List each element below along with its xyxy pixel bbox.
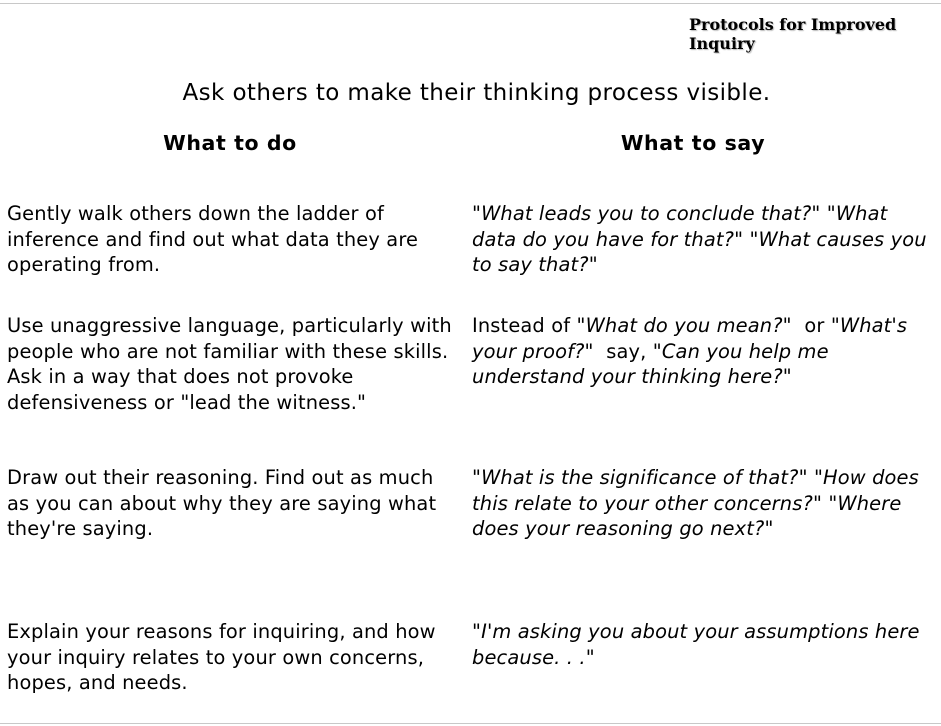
- row-2-say-part: say,: [593, 339, 653, 363]
- row-2-what-to-do: Use unaggressive language, particularly with people who are not familiar with these skills. Ask in a way that does not provoke defensiveness or "lead the witness.": [7, 314, 452, 415]
- slide-header-title: Protocols for Improved Inquiry: [689, 15, 897, 53]
- row-2-say-quote: "What's your proof?": [472, 314, 908, 363]
- row-2-what-to-say: [472, 313, 932, 390]
- row-1-what-to-say: "What leads you to conclude that?" "What data do you have for that?" "What causes you to say that?": [472, 202, 927, 277]
- row-2-say-quote: "Can you help me understand your thinking here?": [472, 339, 829, 389]
- row-2-say-part: or: [791, 314, 831, 337]
- column-header-what-to-do: What to do: [163, 131, 297, 155]
- bottom-divider: [0, 723, 941, 724]
- row-2-say-part: Instead of: [472, 314, 577, 337]
- row-3-what-to-say: "What is the significance of that?" "How does this relate to your other concerns?" "Where does your reasoning go next?": [472, 466, 919, 541]
- row-3-what-to-do: Draw out their reasoning. Find out as much as you can about why they are saying what they're saying.: [7, 466, 437, 541]
- row-2-say-quote: "What do you mean?": [576, 314, 792, 337]
- column-header-what-to-say: What to say: [620, 131, 766, 155]
- row-4-what-to-do: Explain your reasons for inquiring, and how your inquiry relates to your own concerns, hopes, and needs.: [7, 620, 436, 695]
- page-subtitle: Ask others to make their thinking process visible.: [182, 80, 771, 106]
- row-4-what-to-say: "I'm asking you about your assumptions here because. . .": [472, 620, 920, 669]
- top-divider: [0, 3, 941, 4]
- row-1-what-to-do: Gently walk others down the ladder of inference and find out what data they are operating from.: [7, 202, 419, 277]
